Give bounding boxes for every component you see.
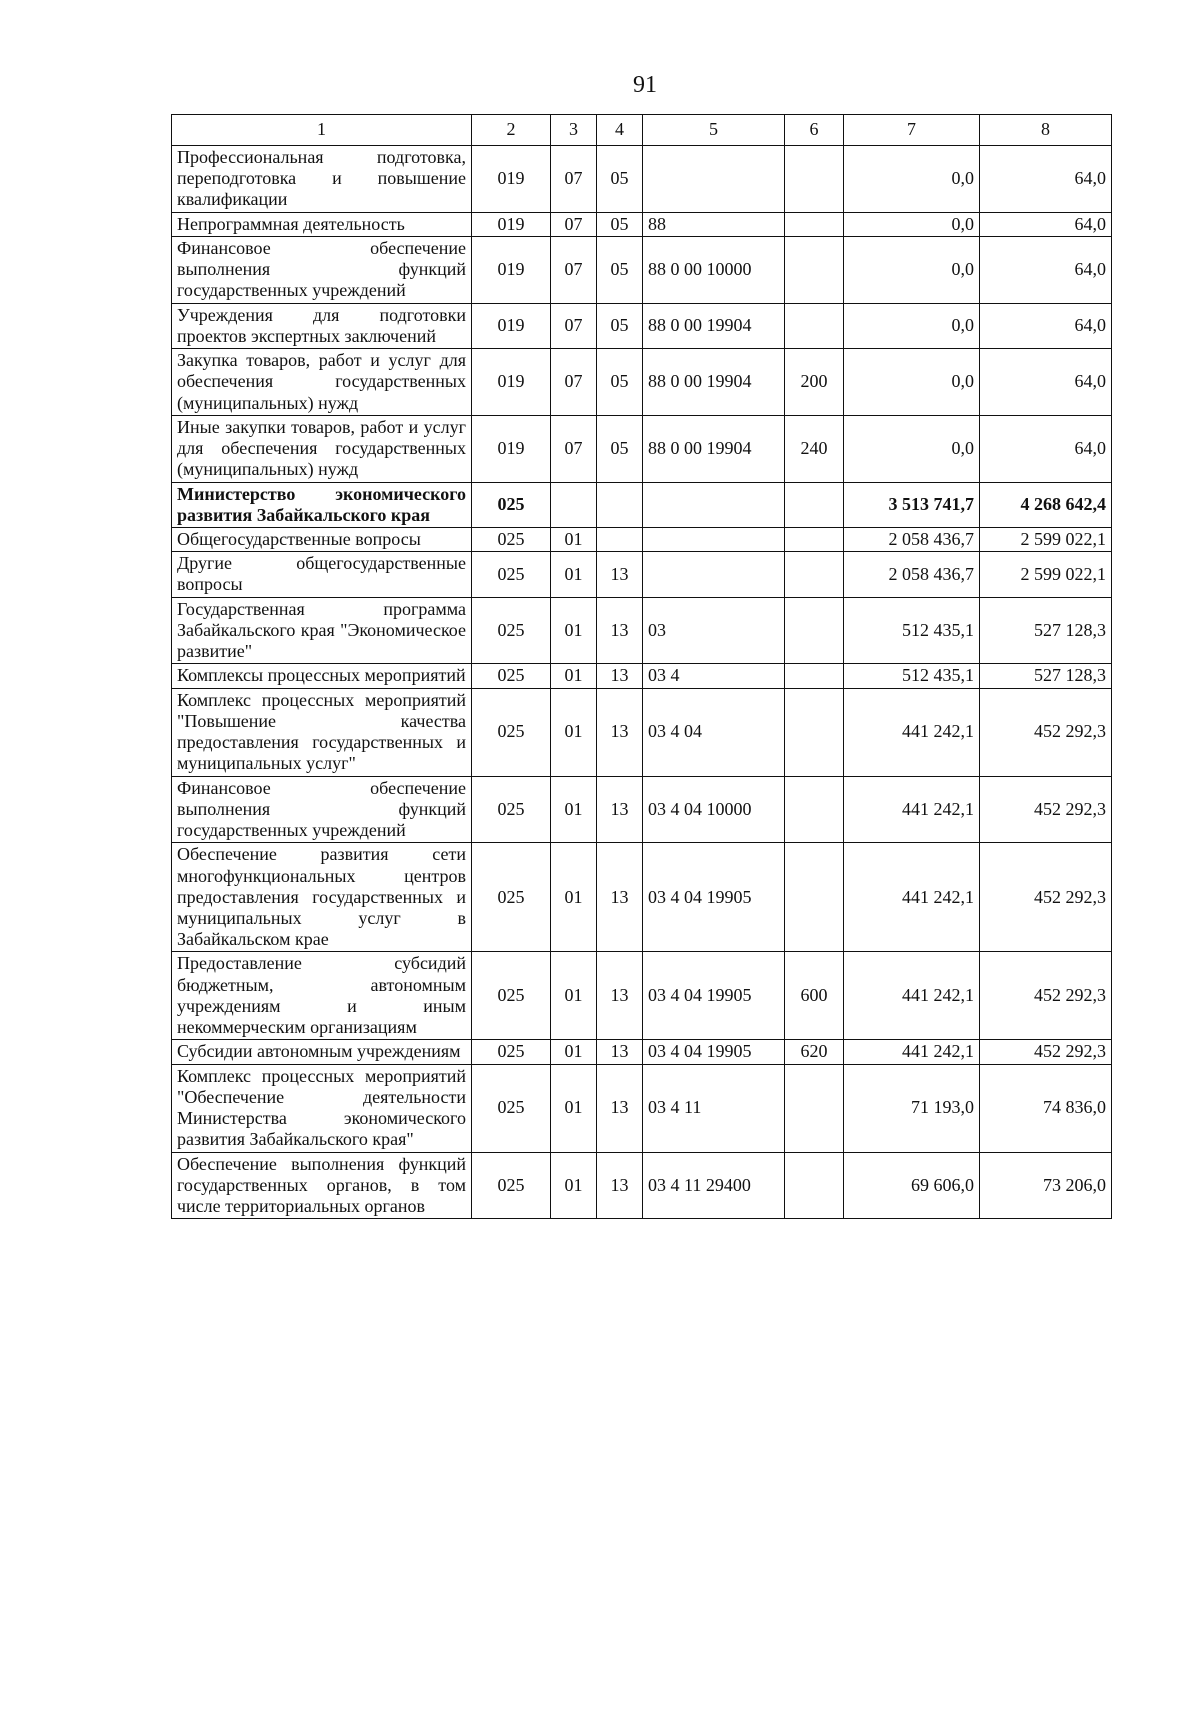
table-row xyxy=(172,212,1112,236)
column-header-row xyxy=(172,115,1112,146)
table-row xyxy=(172,1152,1112,1219)
row-name-cell: Государственная программа Забайкальского края "Экономическое развитие" xyxy=(172,597,472,664)
code-gov-cell: 025 xyxy=(472,952,551,1040)
expense-type-cell: 620 xyxy=(785,1040,844,1064)
amount-col7-cell: 441 242,1 xyxy=(844,843,980,952)
expense-type-cell xyxy=(785,843,844,952)
subsection-cell: 13 xyxy=(597,1064,643,1152)
section-cell: 07 xyxy=(551,146,597,213)
amount-col8-cell: 452 292,3 xyxy=(980,688,1112,776)
subsection-cell xyxy=(597,482,643,527)
code-gov-cell: 025 xyxy=(472,1040,551,1064)
section-cell: 01 xyxy=(551,664,597,688)
table-row xyxy=(172,552,1112,597)
subsection-cell: 13 xyxy=(597,664,643,688)
subsection-cell: 05 xyxy=(597,415,643,482)
amount-col8-cell: 64,0 xyxy=(980,303,1112,348)
expense-type-cell xyxy=(785,303,844,348)
section-cell: 01 xyxy=(551,527,597,551)
section-cell: 01 xyxy=(551,597,597,664)
section-cell: 07 xyxy=(551,303,597,348)
target-article-cell: 88 0 00 19904 xyxy=(643,303,785,348)
table-row xyxy=(172,415,1112,482)
code-gov-cell: 025 xyxy=(472,776,551,843)
target-article-cell: 88 xyxy=(643,212,785,236)
code-gov-cell: 019 xyxy=(472,415,551,482)
subsection-cell: 13 xyxy=(597,952,643,1040)
section-cell xyxy=(551,482,597,527)
amount-col8-cell: 452 292,3 xyxy=(980,952,1112,1040)
amount-col7-cell: 0,0 xyxy=(844,349,980,416)
subsection-cell: 05 xyxy=(597,303,643,348)
row-name-cell: Непрограммная деятельность xyxy=(172,212,472,236)
table-row xyxy=(172,843,1112,952)
subsection-cell: 05 xyxy=(597,146,643,213)
target-article-cell: 03 4 04 19905 xyxy=(643,843,785,952)
section-cell: 07 xyxy=(551,236,597,303)
code-gov-cell: 019 xyxy=(472,146,551,213)
target-article-cell: 88 0 00 19904 xyxy=(643,349,785,416)
column-header: 1 xyxy=(172,115,472,146)
table-row xyxy=(172,597,1112,664)
expense-type-cell: 240 xyxy=(785,415,844,482)
target-article-cell: 03 4 04 xyxy=(643,688,785,776)
table-row xyxy=(172,236,1112,303)
column-header: 8 xyxy=(980,115,1112,146)
amount-col7-cell: 512 435,1 xyxy=(844,664,980,688)
expense-type-cell xyxy=(785,597,844,664)
amount-col8-cell: 64,0 xyxy=(980,236,1112,303)
target-article-cell: 03 4 04 19905 xyxy=(643,952,785,1040)
row-name-cell: Учреждения для подготовки проектов экспертных заключений xyxy=(172,303,472,348)
budget-table xyxy=(171,114,1112,1219)
code-gov-cell: 025 xyxy=(472,1064,551,1152)
amount-col7-cell: 0,0 xyxy=(844,212,980,236)
row-name-cell: Финансовое обеспечение выполнения функций государственных учреждений xyxy=(172,776,472,843)
column-header: 3 xyxy=(551,115,597,146)
amount-col8-cell: 74 836,0 xyxy=(980,1064,1112,1152)
row-name-cell: Субсидии автономным учреждениям xyxy=(172,1040,472,1064)
table-row xyxy=(172,349,1112,416)
target-article-cell: 03 4 11 xyxy=(643,1064,785,1152)
amount-col8-cell: 73 206,0 xyxy=(980,1152,1112,1219)
amount-col7-cell: 441 242,1 xyxy=(844,776,980,843)
page-number: 91 xyxy=(633,72,657,98)
amount-col7-cell: 512 435,1 xyxy=(844,597,980,664)
expense-type-cell xyxy=(785,1064,844,1152)
row-name-cell: Предоставление субсидий бюджетным, автономным учреждениям и иным некоммерческим организациям xyxy=(172,952,472,1040)
table-row xyxy=(172,1040,1112,1064)
section-cell: 01 xyxy=(551,1064,597,1152)
section-cell: 01 xyxy=(551,952,597,1040)
table-row xyxy=(172,527,1112,551)
section-cell: 07 xyxy=(551,349,597,416)
expense-type-cell xyxy=(785,664,844,688)
subsection-cell: 13 xyxy=(597,776,643,843)
amount-col7-cell: 0,0 xyxy=(844,146,980,213)
table-row xyxy=(172,1064,1112,1152)
code-gov-cell: 019 xyxy=(472,212,551,236)
column-header: 6 xyxy=(785,115,844,146)
target-article-cell: 88 0 00 10000 xyxy=(643,236,785,303)
amount-col8-cell: 452 292,3 xyxy=(980,1040,1112,1064)
amount-col8-cell: 527 128,3 xyxy=(980,597,1112,664)
code-gov-cell: 019 xyxy=(472,303,551,348)
expense-type-cell: 600 xyxy=(785,952,844,1040)
section-cell: 01 xyxy=(551,1040,597,1064)
table-row xyxy=(172,952,1112,1040)
code-gov-cell: 025 xyxy=(472,482,551,527)
target-article-cell: 03 4 04 10000 xyxy=(643,776,785,843)
section-cell: 01 xyxy=(551,552,597,597)
code-gov-cell: 019 xyxy=(472,349,551,416)
table-row xyxy=(172,688,1112,776)
amount-col7-cell: 441 242,1 xyxy=(844,1040,980,1064)
table-row xyxy=(172,482,1112,527)
amount-col7-cell: 441 242,1 xyxy=(844,688,980,776)
amount-col7-cell: 2 058 436,7 xyxy=(844,527,980,551)
amount-col7-cell: 0,0 xyxy=(844,303,980,348)
table-row xyxy=(172,664,1112,688)
row-name-cell: Комплексы процессных мероприятий xyxy=(172,664,472,688)
code-gov-cell: 025 xyxy=(472,597,551,664)
code-gov-cell: 025 xyxy=(472,664,551,688)
expense-type-cell xyxy=(785,776,844,843)
amount-col8-cell: 452 292,3 xyxy=(980,843,1112,952)
row-name-cell: Общегосударственные вопросы xyxy=(172,527,472,551)
row-name-cell: Иные закупки товаров, работ и услуг для обеспечения государственных (муниципальных) нужд xyxy=(172,415,472,482)
target-article-cell xyxy=(643,482,785,527)
subsection-cell: 05 xyxy=(597,212,643,236)
subsection-cell: 13 xyxy=(597,597,643,664)
code-gov-cell: 025 xyxy=(472,688,551,776)
target-article-cell: 88 0 00 19904 xyxy=(643,415,785,482)
expense-type-cell xyxy=(785,146,844,213)
expense-type-cell xyxy=(785,236,844,303)
row-name-cell: Министерство экономического развития Забайкальского края xyxy=(172,482,472,527)
row-name-cell: Другие общегосударственные вопросы xyxy=(172,552,472,597)
amount-col7-cell: 2 058 436,7 xyxy=(844,552,980,597)
subsection-cell: 05 xyxy=(597,236,643,303)
table-row xyxy=(172,776,1112,843)
column-header: 5 xyxy=(643,115,785,146)
amount-col7-cell: 0,0 xyxy=(844,236,980,303)
row-name-cell: Закупка товаров, работ и услуг для обеспечения государственных (муниципальных) нужд xyxy=(172,349,472,416)
table-body xyxy=(172,115,1112,1219)
amount-col8-cell: 527 128,3 xyxy=(980,664,1112,688)
target-article-cell: 03 4 04 19905 xyxy=(643,1040,785,1064)
column-header: 2 xyxy=(472,115,551,146)
row-name-cell: Профессиональная подготовка, переподготовка и повышение квалификации xyxy=(172,146,472,213)
subsection-cell: 13 xyxy=(597,1040,643,1064)
code-gov-cell: 025 xyxy=(472,843,551,952)
subsection-cell: 13 xyxy=(597,688,643,776)
amount-col8-cell: 4 268 642,4 xyxy=(980,482,1112,527)
amount-col8-cell: 2 599 022,1 xyxy=(980,552,1112,597)
subsection-cell: 05 xyxy=(597,349,643,416)
expense-type-cell xyxy=(785,212,844,236)
section-cell: 07 xyxy=(551,415,597,482)
amount-col8-cell: 64,0 xyxy=(980,415,1112,482)
target-article-cell xyxy=(643,146,785,213)
amount-col7-cell: 69 606,0 xyxy=(844,1152,980,1219)
amount-col7-cell: 441 242,1 xyxy=(844,952,980,1040)
amount-col8-cell: 2 599 022,1 xyxy=(980,527,1112,551)
expense-type-cell: 200 xyxy=(785,349,844,416)
row-name-cell: Комплекс процессных мероприятий "Повышение качества предоставления государственных и муниципальных услуг" xyxy=(172,688,472,776)
expense-type-cell xyxy=(785,1152,844,1219)
row-name-cell: Финансовое обеспечение выполнения функций государственных учреждений xyxy=(172,236,472,303)
section-cell: 01 xyxy=(551,776,597,843)
subsection-cell xyxy=(597,527,643,551)
subsection-cell: 13 xyxy=(597,552,643,597)
table-row xyxy=(172,303,1112,348)
column-header: 7 xyxy=(844,115,980,146)
amount-col8-cell: 64,0 xyxy=(980,349,1112,416)
expense-type-cell xyxy=(785,527,844,551)
row-name-cell: Комплекс процессных мероприятий "Обеспечение деятельности Министерства экономического развития Забайкальского края" xyxy=(172,1064,472,1152)
code-gov-cell: 025 xyxy=(472,527,551,551)
target-article-cell xyxy=(643,527,785,551)
amount-col7-cell: 71 193,0 xyxy=(844,1064,980,1152)
section-cell: 01 xyxy=(551,843,597,952)
amount-col7-cell: 0,0 xyxy=(844,415,980,482)
expense-type-cell xyxy=(785,482,844,527)
subsection-cell: 13 xyxy=(597,1152,643,1219)
target-article-cell: 03 4 11 29400 xyxy=(643,1152,785,1219)
target-article-cell: 03 xyxy=(643,597,785,664)
amount-col7-cell: 3 513 741,7 xyxy=(844,482,980,527)
code-gov-cell: 019 xyxy=(472,236,551,303)
expense-type-cell xyxy=(785,688,844,776)
section-cell: 01 xyxy=(551,1152,597,1219)
amount-col8-cell: 452 292,3 xyxy=(980,776,1112,843)
subsection-cell: 13 xyxy=(597,843,643,952)
row-name-cell: Обеспечение выполнения функций государственных органов, в том числе территориальных органов xyxy=(172,1152,472,1219)
column-header: 4 xyxy=(597,115,643,146)
target-article-cell xyxy=(643,552,785,597)
code-gov-cell: 025 xyxy=(472,1152,551,1219)
expense-type-cell xyxy=(785,552,844,597)
section-cell: 07 xyxy=(551,212,597,236)
table-row xyxy=(172,146,1112,213)
target-article-cell: 03 4 xyxy=(643,664,785,688)
amount-col8-cell: 64,0 xyxy=(980,146,1112,213)
row-name-cell: Обеспечение развития сети многофункциональных центров предоставления государственных и муниципальных услуг в Забайкальском крае xyxy=(172,843,472,952)
amount-col8-cell: 64,0 xyxy=(980,212,1112,236)
section-cell: 01 xyxy=(551,688,597,776)
code-gov-cell: 025 xyxy=(472,552,551,597)
